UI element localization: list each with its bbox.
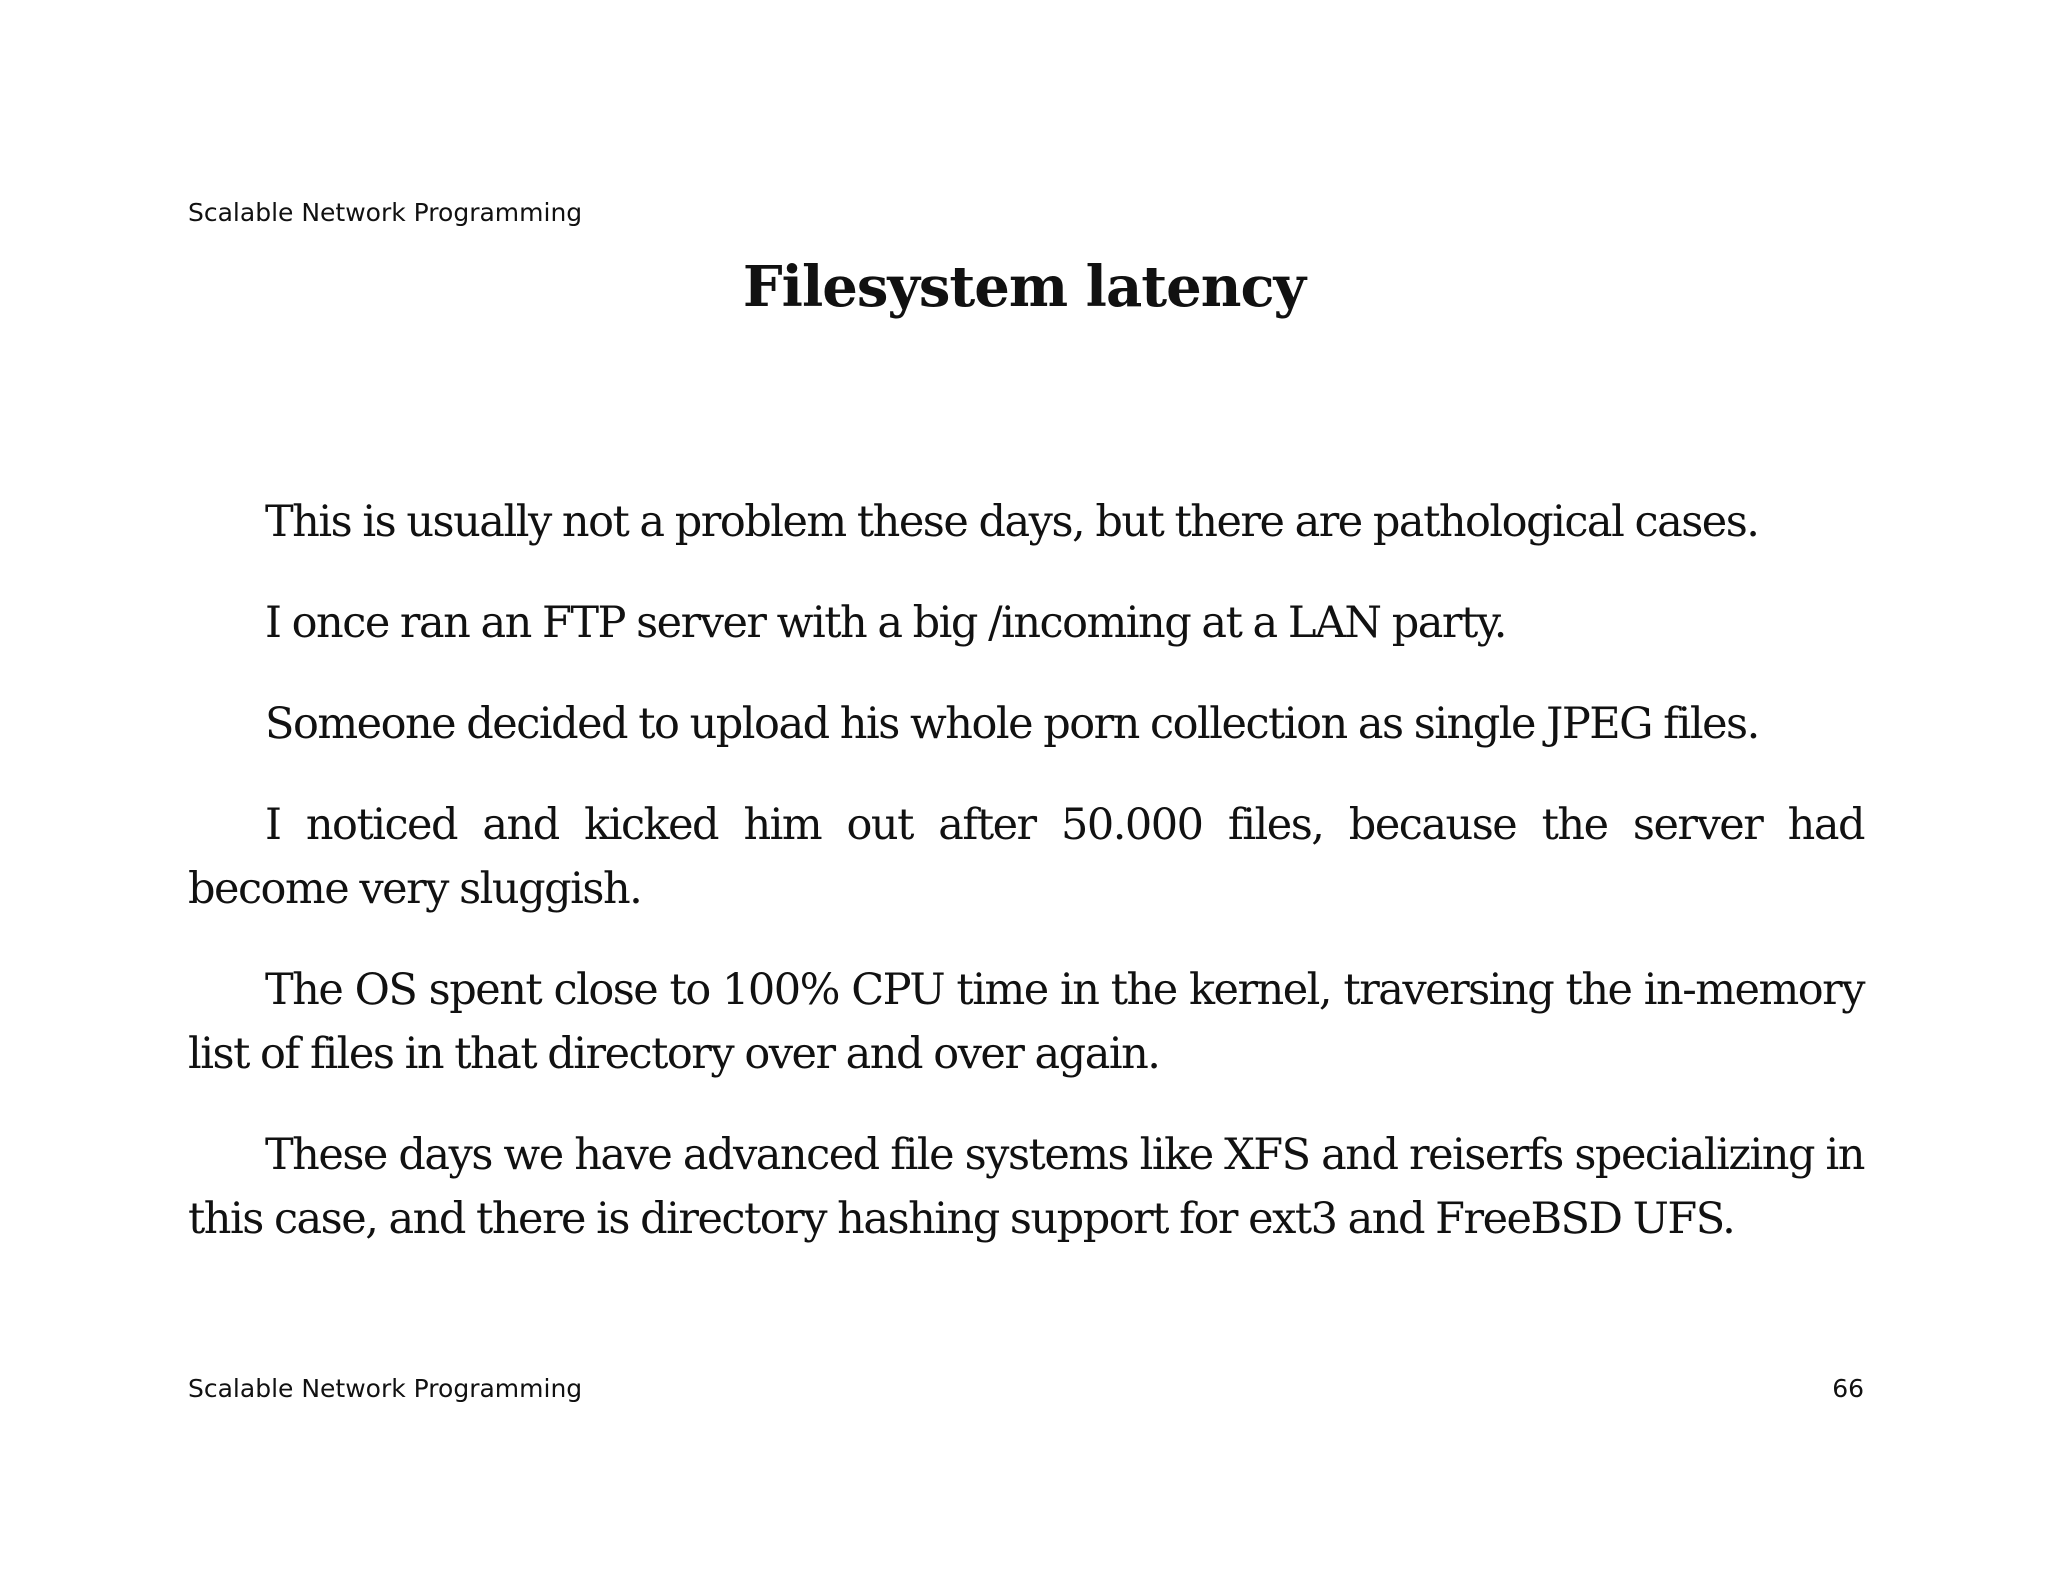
running-header: Scalable Network Programming xyxy=(188,198,583,227)
paragraph-4: I noticed and kicked him out after 50.000 files, because the server had become very sluggish. xyxy=(188,800,1864,914)
running-footer: Scalable Network Programming xyxy=(188,1374,583,1403)
page-title: Filesystem latency xyxy=(742,254,1306,320)
page-number: 66 xyxy=(1832,1374,1864,1403)
paragraph-1: This is usually not a problem these days, but there are pathological cases. xyxy=(265,497,1759,547)
paragraph-6: These days we have advanced file systems like XFS and reiserfs specializing in this case, and there is directory hashing support for ext3 and FreeBSD UFS. xyxy=(188,1130,1864,1244)
body-text xyxy=(188,490,1864,1288)
paragraph-5: The OS spent close to 100% CPU time in the kernel, traversing the in-memory list of files in that directory over and over again. xyxy=(188,965,1864,1079)
paragraph-3: Someone decided to upload his whole porn collection as single JPEG files. xyxy=(265,699,1759,749)
paragraph-2: I once ran an FTP server with a big /incoming at a LAN party. xyxy=(265,598,1506,648)
